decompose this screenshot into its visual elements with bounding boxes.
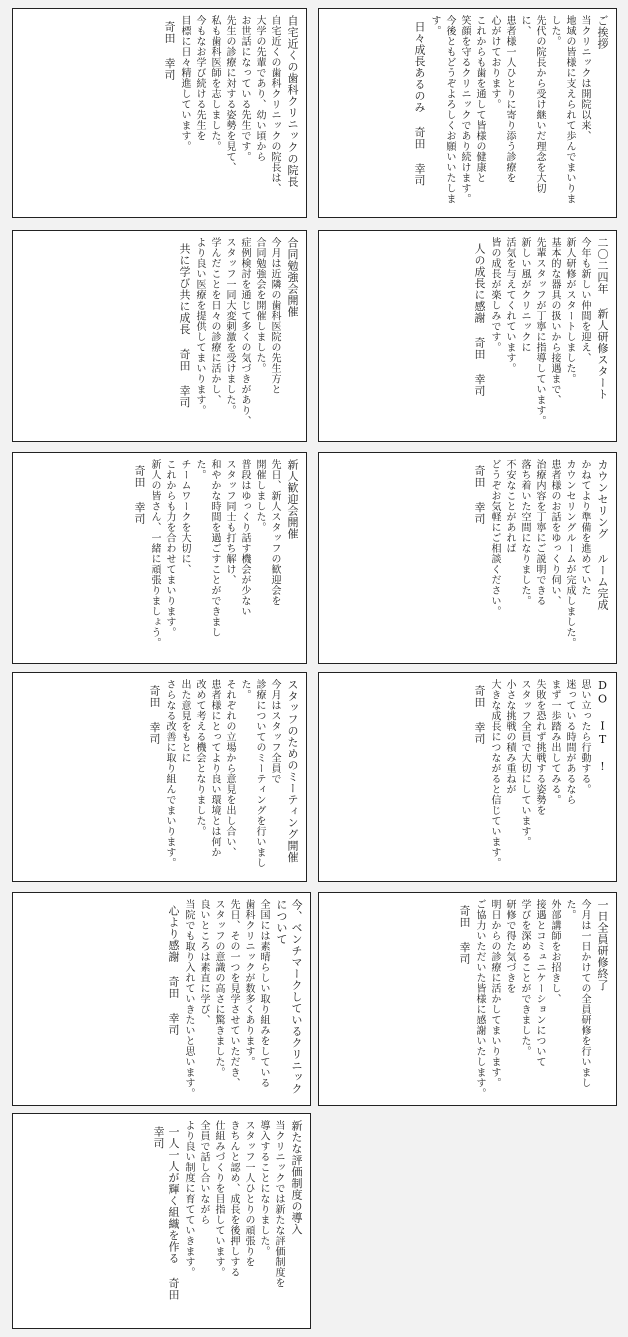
letter-line: さらなる改善に取り組んでまいります。	[164, 679, 175, 868]
letter-text	[19, 15, 300, 211]
letter-panel-5	[12, 452, 307, 664]
letter-title: 新人歓迎会開催	[286, 459, 299, 540]
letter-line: 治療内容を丁寧にご説明できる	[534, 459, 545, 606]
letter-line: 今月は近隣の歯科医院の先生方と	[269, 237, 280, 395]
letter-line: 学びを深めることができました。	[519, 899, 530, 1057]
letter-line: 先代の院長から受け継いだ理念を大切に、	[519, 15, 545, 194]
letter-line: お世話になっている先生です。	[239, 15, 250, 162]
letter-title: 二〇二四年 新人研修スタート	[596, 237, 609, 400]
letter-line: 新人研修がスタートしました。	[564, 237, 575, 384]
letter-line: 笑顔を守るクリニックであり続けます。	[459, 15, 470, 204]
letter-line: 目標に日々精進しています。	[179, 15, 190, 152]
letter-line: 先日、その一つを見学させていただき、	[228, 899, 239, 1088]
letter-line: 当クリニックは開院以来、	[579, 15, 590, 141]
letter-title: スタッフのためのミーティング開催	[286, 679, 299, 863]
letter-line: 普段はゆっくり話す機会が少ない	[239, 459, 250, 617]
letter-line: ご協力いただいた皆様に感謝いたします。	[474, 899, 485, 1099]
letter-text	[325, 237, 610, 435]
letter-line: 私も歯科医師を志しました。	[209, 15, 220, 152]
letter-signature: 日々成長あるのみ 奇田 幸司	[413, 21, 426, 186]
letter-line: 地域の皆様に支えられて歩んでまいりました。	[549, 15, 575, 204]
letter-line: 自宅近くの歯科クリニックの院長は、	[269, 15, 280, 194]
letter-line: 明日からの診療に活かしてまいります。	[489, 899, 500, 1088]
letter-line: 新しい風がクリニックに	[519, 237, 530, 353]
letter-line: 診療についてのミーティングを行いました。	[239, 679, 265, 868]
letter-text	[325, 899, 610, 1099]
letter-signature: 心より感謝 奇田 幸司	[167, 905, 180, 1036]
letter-line: 大学の先輩であり、幼い頃から	[254, 15, 265, 162]
letter-panel-8	[318, 672, 617, 882]
letter-line: 大きな成長につながると信じています。	[489, 679, 500, 868]
letter-line: 和やかな時間を過ごすことができました。	[194, 459, 220, 638]
letter-text	[325, 459, 610, 657]
letter-line: より良い制度に育てていきます。	[183, 1120, 194, 1278]
letter-line: きちんと認め、成長を後押しする	[228, 1120, 239, 1278]
letter-line: 良いところは素直に学び、	[198, 899, 209, 1025]
letter-line: 落ち着いた空間になりました。	[519, 459, 530, 606]
letter-text	[325, 15, 610, 211]
letter-panel-2	[318, 8, 617, 218]
letter-text	[325, 679, 610, 875]
letter-panel-1	[12, 8, 307, 218]
letter-panel-3	[12, 230, 307, 442]
letter-line: 全国には素晴らしい取り組みをしている	[258, 899, 269, 1088]
letter-signature: 奇田 幸司	[473, 685, 486, 745]
letter-line: 症例検討を通じて多くの気づきがあり、	[239, 237, 250, 426]
letter-title: 一日全員研修終了	[596, 899, 609, 991]
letter-line: 皆の成長が楽しみです。	[489, 237, 500, 353]
letter-line: これからも力を合わせてまいります。	[164, 459, 175, 638]
letter-line: 患者様にとってより良い環境とは何か	[209, 679, 220, 858]
letter-line: 学んだことを日々の診療に活かし、	[209, 237, 220, 405]
letter-signature: 一人一人が輝く組織を作る 奇田 幸司	[152, 1126, 180, 1301]
letter-line: 基本的な器具の扱いから接遇まで、	[549, 237, 560, 405]
letter-line: チームワークを大切に、	[179, 459, 190, 575]
letter-line: 活気を与えてくれています。	[504, 237, 515, 374]
letter-line: カウンセリングルームが完成しました。	[564, 459, 575, 648]
letter-line: 思い立ったら行動する。	[579, 679, 590, 795]
letter-title: カウンセリング ルーム完成	[596, 459, 609, 611]
letter-line: 改めて考える機会となりました。	[194, 679, 205, 837]
letter-signature: 奇田 幸司	[133, 465, 146, 525]
letter-line: 当クリニックでは新たな評価制度を	[273, 1120, 284, 1288]
letter-signature: 人の成長に感謝 奇田 幸司	[473, 243, 486, 397]
letter-text	[19, 679, 300, 875]
letter-line: 先生の診療に対する姿勢を見て、	[224, 15, 235, 173]
letter-line: 全員で話し合いながら	[198, 1120, 209, 1225]
letter-line: 心がけております。	[489, 15, 500, 110]
letter-panel-11	[12, 1113, 311, 1329]
letter-line: スタッフの意識の高さに驚きました。	[213, 899, 224, 1078]
letter-signature: 奇田 幸司	[473, 465, 486, 525]
letter-line: 小さな挑戦の積み重ねが	[504, 679, 515, 795]
letter-line: 当院でも取り入れていきたいと思います。	[183, 899, 194, 1099]
letter-line: 合同勉強会を開催しました。	[254, 237, 265, 374]
letter-line: どうぞお気軽にご相談ください。	[489, 459, 500, 617]
letter-line: 迷っている時間があるなら	[564, 679, 575, 805]
letter-title: ご挨拶	[596, 15, 609, 50]
letter-line: まず一歩踏み出してみる。	[549, 679, 560, 805]
letter-line: かねてより準備を進めていた	[579, 459, 590, 596]
letter-line: 不安なことがあれば	[504, 459, 515, 554]
letter-line: スタッフ一同大変刺激を受けました。	[224, 237, 235, 416]
letter-line: スタッフ同士も打ち解け、	[224, 459, 235, 585]
letter-signature: 奇田 幸司	[163, 21, 176, 81]
letter-line: 出た意見をもとに	[179, 679, 190, 763]
letter-line: 先輩スタッフが丁寧に指導しています。	[534, 237, 545, 426]
letter-line: 歯科クリニックが数多くあります。	[243, 899, 254, 1067]
letter-signature: 奇田 幸司	[148, 685, 161, 745]
letter-line: それぞれの立場から意見を出し合い、	[224, 679, 235, 858]
letter-panel-6	[318, 452, 617, 664]
letter-line: 開催しました。	[254, 459, 265, 533]
letter-text	[19, 899, 304, 1099]
letter-panel-7	[12, 672, 307, 882]
letter-text	[19, 459, 300, 657]
letter-line: 今もなお学び続ける先生を	[194, 15, 205, 141]
letter-text	[19, 1120, 304, 1322]
letter-line: 新人の皆さん、一緒に頑張りましょう。	[149, 459, 160, 648]
letter-signature: 共に学び共に成長 奇田 幸司	[178, 243, 191, 408]
letter-line: 失敗を恐れず挑戦する姿勢を	[534, 679, 545, 816]
letter-line: スタッフ一人ひとりの頑張りを	[243, 1120, 254, 1267]
letter-title: 自宅近くの歯科クリニックの院長	[286, 15, 299, 188]
letter-signature: 奇田 幸司	[458, 905, 471, 965]
letter-title: 今、ベンチマークしているクリニックについて	[275, 899, 303, 1095]
letter-line: スタッフ全員で大切にしています。	[519, 679, 530, 847]
letter-line: 先日、新人スタッフの歓迎会を	[269, 459, 280, 606]
letter-title: DO IT !	[596, 679, 609, 774]
letter-line: 今月はスタッフ全員で	[269, 679, 280, 784]
letter-panel-10	[318, 892, 617, 1106]
letter-line: 今月は一日かけての全員研修を行いました。	[564, 899, 590, 1088]
letter-line: より良い医療を提供してまいります。	[194, 237, 205, 416]
letter-line: これからも歯を通して皆様の健康と	[474, 15, 485, 183]
letter-title: 新たな評価制度の導入	[290, 1120, 303, 1235]
letter-line: 外部講師をお招きし、	[549, 899, 560, 1004]
letter-line: 仕組みづくりを目指しています。	[213, 1120, 224, 1278]
letter-line: 患者様一人ひとりに寄り添う診療を	[504, 15, 515, 183]
letter-title: 合同勉強会開催	[286, 237, 299, 318]
letter-line: 導入することになりました。	[258, 1120, 269, 1257]
letter-text	[19, 237, 300, 435]
letter-panel-4	[318, 230, 617, 442]
letter-line: 今後ともどうぞよろしくお願いいたします。	[429, 15, 455, 204]
letter-line: 今年も新しい仲間を迎え、	[579, 237, 590, 363]
letter-line: 研修で得た気づきを	[504, 899, 515, 994]
letter-line: 患者様のお話をゆっくり伺い、	[549, 459, 560, 606]
letter-panel-9	[12, 892, 311, 1106]
letter-line: 接遇とコミュニケーションについて	[534, 899, 545, 1067]
